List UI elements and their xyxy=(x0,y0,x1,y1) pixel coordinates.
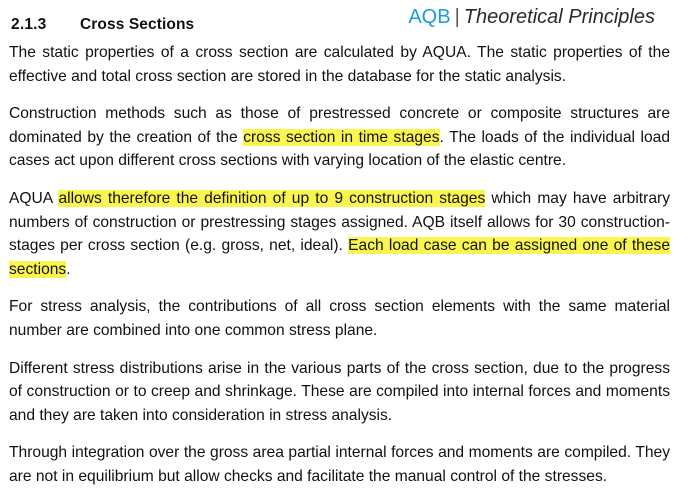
paragraph-text: AQUA xyxy=(9,189,59,207)
paragraph-text: The static properties of a cross section are calculated by AQUA. The static properties of the effective and total cross section are stored in the database for the static analysis. xyxy=(9,44,670,85)
highlighted-text: Each load case can be assigned one of these sections xyxy=(9,237,670,278)
paragraph-text: Different stress distributions arise in the various parts of the cross section, due to the progress of construction or to creep and shrinkage. These are compiled into internal forces and moments and they are taken into consideration in stress analysis. xyxy=(9,359,670,424)
brand-name: AQB xyxy=(408,6,451,28)
paragraph-text: which may have arbitrary numbers of construction or prestressing stages assigned. AQB itself allows for 30 construction-stages per cross section (e.g. gross, net, ideal). xyxy=(9,189,670,255)
paragraph-text: Construction methods such as those of prestressed concrete or composite structures are dominated by the creation of the xyxy=(9,105,670,146)
brand-tagline: Theoretical Principles xyxy=(463,6,655,28)
paragraph-construction-stages xyxy=(9,187,670,281)
paragraph-integration xyxy=(9,441,670,488)
paragraph-text: For stress analysis, the contributions of all cross section elements with the same material number are combined into one common stress plane. xyxy=(9,298,670,339)
paragraph-text: . xyxy=(66,260,71,278)
paragraph-text: Through integration over the gross area partial internal forces and moments are compiled. They are not in equilibrium but allow checks and facilitate the manual control of the stresses. xyxy=(9,444,670,485)
brand-header xyxy=(408,6,655,29)
paragraph-stress-analysis xyxy=(9,295,670,342)
paragraph-stress-distributions xyxy=(9,357,670,428)
highlighted-text: cross section in time stages xyxy=(243,128,440,146)
section-number: 2.1.3 xyxy=(11,16,47,33)
paragraph-construction-methods xyxy=(9,102,670,173)
paragraph-text: . The loads of the individual load cases act upon different cross sections with varying location of the elastic centre. xyxy=(9,128,670,170)
page-header xyxy=(11,6,679,34)
brand-separator: | xyxy=(454,6,460,28)
highlighted-text: allows therefore the definition of up to 9 construction stages xyxy=(58,189,486,207)
document-body xyxy=(9,41,670,503)
paragraph-static-properties xyxy=(9,41,670,88)
section-title: Cross Sections xyxy=(80,16,195,33)
